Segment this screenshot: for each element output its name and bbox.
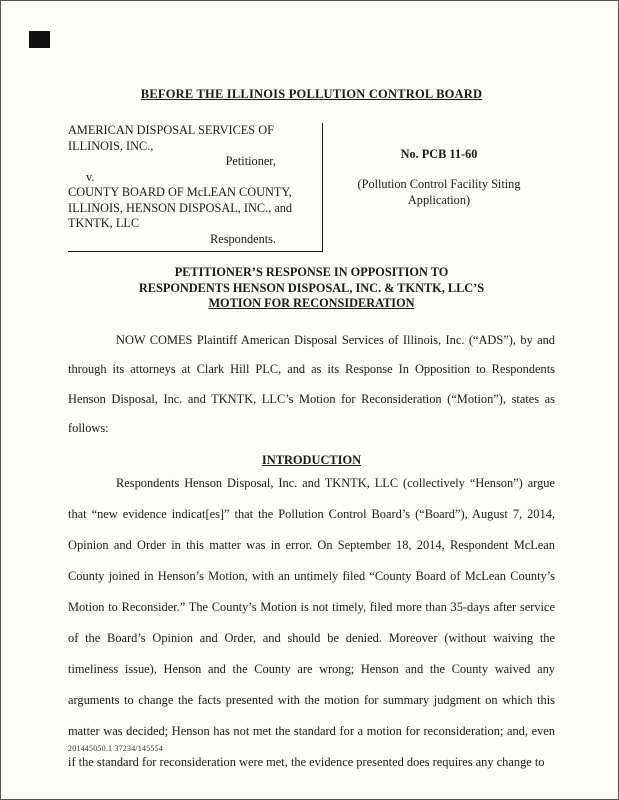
document-content [68,87,555,778]
document-title [68,265,555,312]
court-header: BEFORE THE ILLINOIS POLLUTION CONTROL BOARD [140,87,483,101]
caption-case-info [323,123,555,252]
document-title-line: MOTION FOR RECONSIDERATION [208,296,415,310]
case-caption [68,123,555,252]
document-footer-id: 201445050.1 37234/145554 [68,744,164,753]
petitioner-label: Petitioner, [225,154,276,168]
case-type-line: Application) [407,193,471,207]
paragraph-now-comes: NOW COMES Plaintiff American Disposal Services of Illinois, Inc. (“ADS”), by and through its attorneys at Clark Hill PLC, and as its Response In Opposition to Respondents Henson Disposal, Inc. and TKNTK, LLC’s Motion for Reconsideration (“Motion”), states as follows: [68,332,555,435]
respondents-label: Respondents. [210,231,276,246]
petitioner-name-line: AMERICAN DISPOSAL SERVICES OF [68,123,274,137]
scan-mark [29,31,50,48]
respondent-name-line: TKNTK, LLC [68,216,140,230]
petitioner-name-line: ILLINOIS, INC., [68,138,154,153]
document-title-line: RESPONDENTS HENSON DISPOSAL, INC. & TKNTK, LLC’S [138,280,485,295]
document-title-line: PETITIONER’S RESPONSE IN OPPOSITION TO [174,265,449,279]
respondent-name-line: ILLINOIS, HENSON DISPOSAL, INC., and [68,200,293,215]
versus-label: v. [86,169,95,184]
respondent-name-line: COUNTY BOARD OF McLEAN COUNTY, [68,185,292,199]
section-heading-introduction: INTRODUCTION [261,452,362,467]
case-number: No. PCB 11-60 [400,147,478,161]
case-type-line: (Pollution Control Facility Siting [357,177,521,191]
paragraph-introduction: Respondents Henson Disposal, Inc. and TKNTK, LLC (collectively “Henson”) argue that “new evidence indicat[es]” that the Pollution Control Board’s (“Board”), August 7, 2014, Opinion and Order in this matter was in error. On September 18, 2014, Respondent McLean County joined in Henson’s Motion, with an untimely filed “County Board of McLean County’s Motion to Reconsider.” The County’s Motion is not timely, filed more than 35-days after service of the Board’s Opinion and Order, and should be denied. Moreover (without waiving the timeliness issue), Henson and the County are wrong; Henson and the County waived any arguments to change the facts presented with the motion for summary judgment on which this matter was decided; Henson has not met the standard for a motion for reconsideration; and, even if the standard for reconsideration were met, the evidence presented does requires any change to [68,475,555,769]
caption-parties [68,123,323,252]
